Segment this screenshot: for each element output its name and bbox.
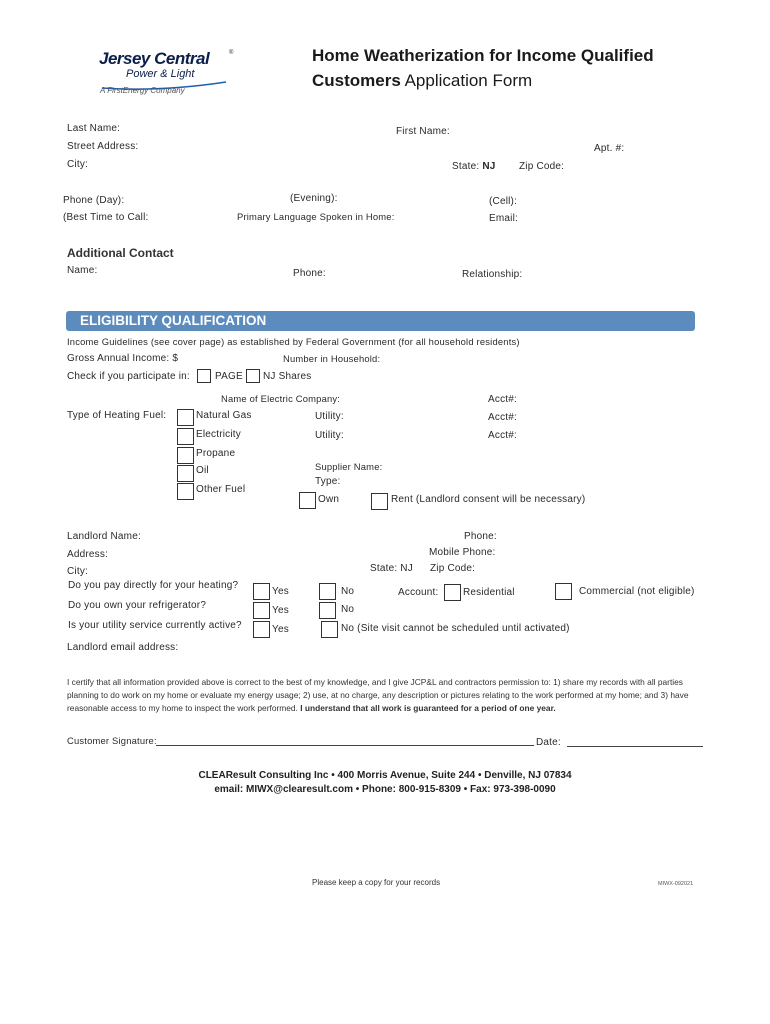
gas-acct-field[interactable]: Acct#:: [488, 412, 517, 423]
certification-guarantee: I understand that all work is guaranteed for a period of one year.: [297, 703, 556, 713]
utility-yes-label: Yes: [272, 624, 289, 635]
heating-no-checkbox[interactable]: [319, 583, 336, 600]
commercial-checkbox[interactable]: [555, 583, 572, 600]
rent-label: Rent (Landlord consent will be necessary): [391, 494, 586, 505]
signature-label: Customer Signature:: [67, 735, 157, 746]
certification-body: I certify that all information provided above is correct to the best of my knowledge, and I give JCP&L and contractors permission to: 1) share my records with all parties planning to do work on my home or evaluate my energy usage; 2) use, at no charge, any description or pictures relating to the work performed at my home; and 3) have reasonable access to my home to inspect the work performed.: [67, 677, 689, 713]
fridge-yes-checkbox[interactable]: [253, 602, 270, 619]
oil-checkbox[interactable]: [177, 465, 194, 482]
last-name-field[interactable]: Last Name:: [67, 123, 121, 134]
contact-phone-field[interactable]: Phone:: [293, 268, 326, 279]
form-code: MIWX-092021: [658, 881, 694, 887]
heating-no-label: No: [341, 586, 355, 597]
apt-field[interactable]: Apt. #:: [594, 143, 625, 154]
landlord-address-field[interactable]: Address:: [67, 549, 109, 560]
additional-contact-heading: Additional Contact: [67, 246, 174, 260]
page-label: PAGE: [215, 371, 243, 382]
other-fuel-checkbox[interactable]: [177, 483, 194, 500]
logo-parent: A FirstEnergy Company: [100, 86, 185, 95]
landlord-zip-field[interactable]: Zip Code:: [430, 563, 476, 574]
landlord-state-field[interactable]: State: NJ: [370, 563, 413, 574]
relationship-field[interactable]: Relationship:: [462, 269, 523, 280]
page-checkbox[interactable]: [197, 369, 211, 383]
electric-heat-acct-field[interactable]: Acct#:: [488, 430, 517, 441]
electricity-label: Electricity: [196, 429, 241, 440]
fridge-no-checkbox[interactable]: [319, 602, 336, 619]
natural-gas-label: Natural Gas: [196, 410, 252, 421]
keep-copy-note: Please keep a copy for your records: [312, 878, 441, 887]
best-time-field[interactable]: (Best Time to Call:: [63, 212, 149, 223]
zip-code-field[interactable]: Zip Code:: [519, 161, 565, 172]
date-line[interactable]: [567, 746, 703, 747]
language-field[interactable]: Primary Language Spoken in Home:: [237, 211, 395, 222]
state-label: State:: [452, 161, 480, 172]
landlord-city-field[interactable]: City:: [67, 566, 88, 577]
other-fuel-label: Other Fuel: [196, 484, 246, 495]
city-field[interactable]: City:: [67, 159, 88, 170]
heating-fuel-label: Type of Heating Fuel:: [67, 410, 167, 421]
utility-no-checkbox[interactable]: [321, 621, 338, 638]
utility-yes-checkbox[interactable]: [253, 621, 270, 638]
title-light: Application Form: [400, 71, 533, 90]
question-utility-active: Is your utility service currently active?: [68, 620, 242, 631]
account-label: Account:: [398, 587, 439, 598]
rent-checkbox[interactable]: [371, 493, 388, 510]
own-label: Own: [318, 494, 340, 505]
eligibility-heading: ELIGIBILITY QUALIFICATION: [80, 313, 267, 328]
landlord-name-field[interactable]: Landlord Name:: [67, 531, 141, 542]
certification-text: [67, 676, 697, 715]
first-name-field[interactable]: First Name:: [396, 126, 450, 137]
household-number-field[interactable]: Number in Household:: [283, 353, 381, 364]
title-bold: Customers: [312, 71, 401, 90]
utility-electric-field[interactable]: Utility:: [315, 430, 344, 441]
state-value: NJ: [482, 161, 496, 172]
residential-label: Residential: [463, 587, 515, 598]
registered-mark: ®: [229, 50, 234, 56]
footer-contact: email: MIWX@clearesult.com • Phone: 800-915-8309 • Fax: 973-398-0090: [214, 784, 556, 795]
landlord-phone-field[interactable]: Phone:: [464, 531, 497, 542]
signature-line[interactable]: [156, 745, 534, 746]
electric-acct-field[interactable]: Acct#:: [488, 394, 517, 405]
nj-shares-label: NJ Shares: [263, 371, 312, 382]
logo-sub: Power & Light: [126, 68, 195, 80]
utility-no-label: No (Site visit cannot be scheduled until activated): [341, 623, 570, 634]
question-heating: Do you pay directly for your heating?: [68, 580, 239, 591]
street-address-field[interactable]: Street Address:: [67, 141, 139, 152]
state-field[interactable]: [452, 161, 496, 172]
propane-checkbox[interactable]: [177, 447, 194, 464]
participate-label: Check if you participate in:: [67, 371, 190, 382]
date-label: Date:: [536, 737, 561, 748]
oil-label: Oil: [196, 465, 209, 476]
residential-checkbox[interactable]: [444, 584, 461, 601]
electricity-checkbox[interactable]: [177, 428, 194, 445]
heating-yes-checkbox[interactable]: [253, 583, 270, 600]
commercial-label: Commercial (not eligible): [579, 586, 695, 597]
phone-evening-field[interactable]: (Evening):: [290, 193, 338, 204]
fridge-no-label: No: [341, 604, 355, 615]
utility-gas-field[interactable]: Utility:: [315, 411, 344, 422]
email-field[interactable]: Email:: [489, 213, 518, 224]
gross-income-field[interactable]: Gross Annual Income: $: [67, 353, 179, 364]
supplier-name-field[interactable]: Supplier Name:: [315, 461, 383, 472]
landlord-mobile-field[interactable]: Mobile Phone:: [429, 547, 496, 558]
nj-shares-checkbox[interactable]: [246, 369, 260, 383]
own-checkbox[interactable]: [299, 492, 316, 509]
phone-cell-field[interactable]: (Cell):: [489, 196, 518, 207]
income-guidelines: Income Guidelines (see cover page) as established by Federal Government (for all household residents): [67, 336, 520, 347]
fridge-yes-label: Yes: [272, 605, 289, 616]
eligibility-section-bar: [66, 311, 695, 331]
landlord-email-field[interactable]: Landlord email address:: [67, 642, 179, 653]
phone-day-field[interactable]: Phone (Day):: [63, 195, 125, 206]
form-title-line1: Home Weatherization for Income Qualified: [312, 46, 654, 65]
form-title-line2: [312, 71, 532, 91]
propane-label: Propane: [196, 448, 236, 459]
electric-company-field[interactable]: Name of Electric Company:: [221, 393, 341, 404]
supplier-type-field[interactable]: Type:: [315, 476, 341, 487]
footer-address: CLEAResult Consulting Inc • 400 Morris Avenue, Suite 244 • Denville, NJ 07834: [198, 770, 572, 781]
logo-brand: Jersey Central: [99, 49, 210, 68]
natural-gas-checkbox[interactable]: [177, 409, 194, 426]
question-refrigerator: Do you own your refrigerator?: [68, 600, 207, 611]
heating-yes-label: Yes: [272, 586, 289, 597]
contact-name-field[interactable]: Name:: [67, 265, 98, 276]
